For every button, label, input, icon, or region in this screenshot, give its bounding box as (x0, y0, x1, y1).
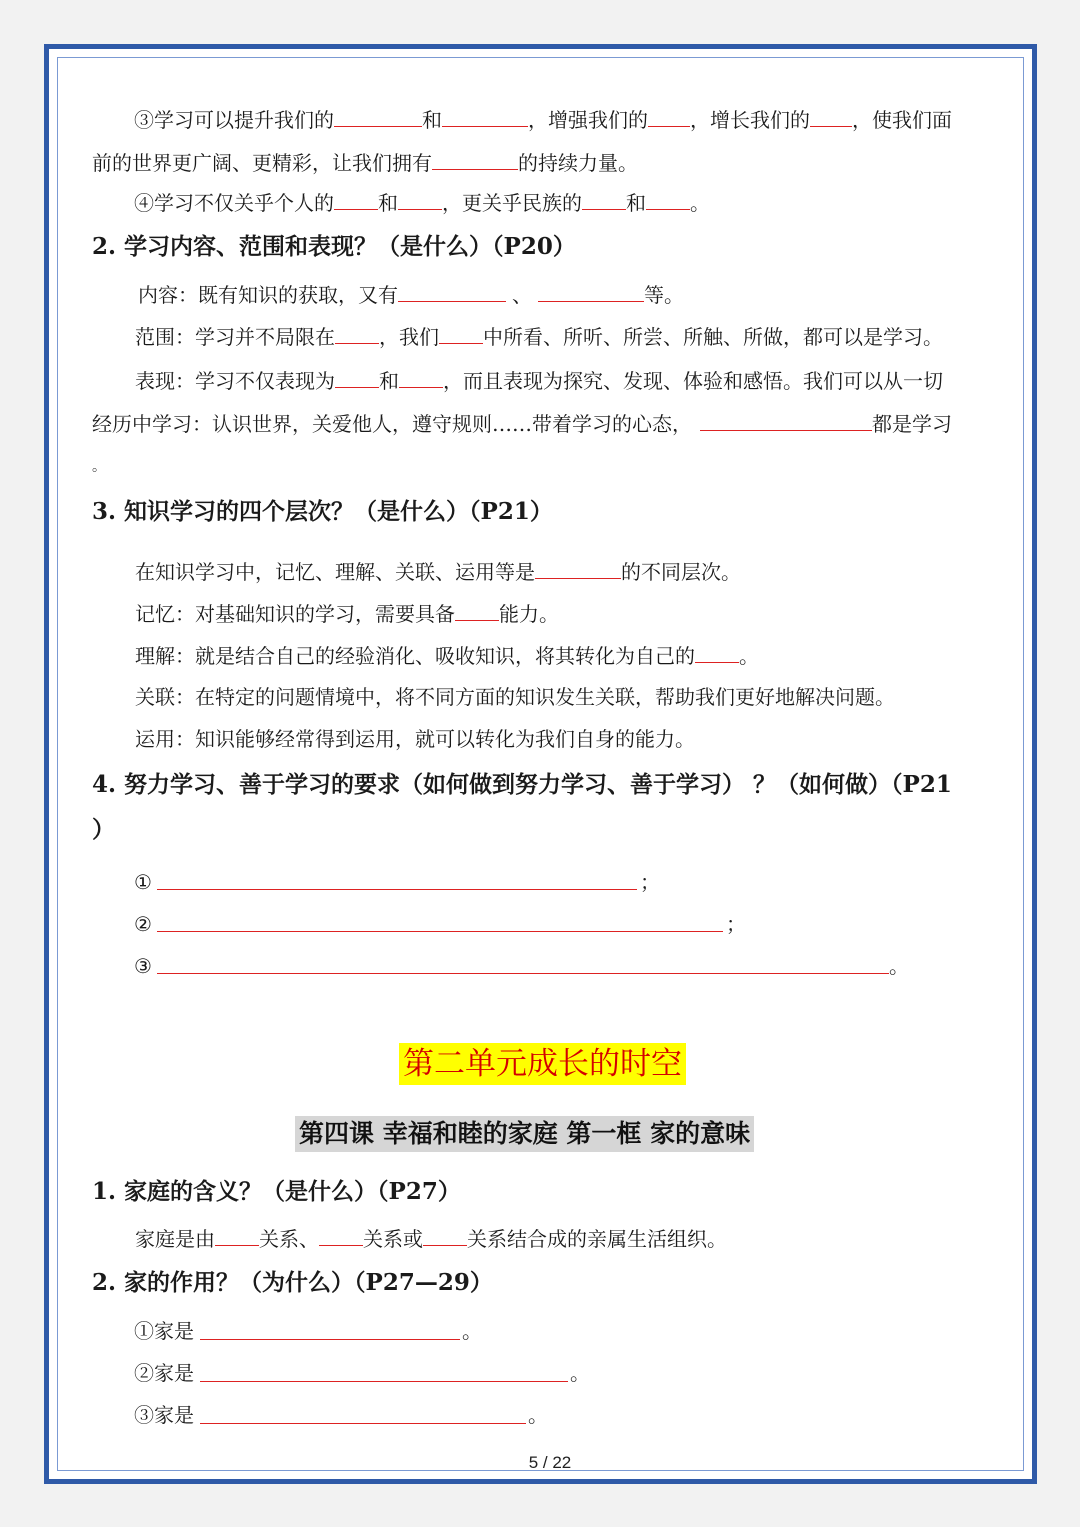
blank-line (455, 600, 499, 621)
text: 在知识学习中，记忆、理解、关联、运用等是 (135, 560, 535, 584)
role-line-2 (200, 1381, 568, 1382)
answer-end-2: ； (726, 912, 746, 936)
text: 记忆：对基础知识的学习，需要具备 (135, 602, 455, 626)
expression-line (135, 367, 943, 394)
text: 等。 (644, 283, 684, 307)
answer-line-2 (157, 931, 723, 932)
association-line: 关联：在特定的问题情境中，将不同方面的知识发生关联，帮助我们更好地解决问题。 (135, 685, 895, 709)
blank-line (335, 323, 379, 344)
blank-line (335, 367, 379, 388)
page-number: 5 / 22 (528, 1453, 572, 1472)
section-heading-family-role: 2. 家的作用？（为什么）（P27—29） (92, 1269, 493, 1296)
role-label-1: ①家是 (134, 1319, 194, 1343)
levels-line (135, 558, 741, 585)
blank-line (399, 367, 443, 388)
text: 关系结合成的亲属生活组织。 (467, 1227, 727, 1251)
text: 经历中学习：认识世界，关爱他人，遵守规则……带着学习的心态， (92, 412, 692, 436)
role-label-3: ③家是 (134, 1403, 194, 1427)
blank-line (646, 189, 690, 210)
text: 的不同层次。 (621, 560, 741, 584)
section-heading-4-cont: ） (92, 816, 115, 843)
answer-end-3: 。 (889, 954, 909, 978)
blank-line (423, 1225, 467, 1246)
expression-line-cont (92, 410, 952, 437)
text: 和 (378, 191, 398, 215)
answer-num-2: ② (134, 912, 152, 936)
period-mark: 。 (92, 459, 106, 475)
blank-line (538, 281, 644, 302)
text: 和 (626, 191, 646, 215)
role-line-3 (200, 1423, 526, 1424)
text: 关系、 (259, 1227, 319, 1251)
text: 家庭是由 (135, 1227, 215, 1251)
blank-line (582, 189, 626, 210)
answer-line-1 (157, 889, 637, 890)
blank-line (442, 106, 528, 127)
text: ，使我们面 (852, 108, 952, 132)
blank-line (535, 558, 621, 579)
text: 和 (422, 108, 442, 132)
blank-line (215, 1225, 259, 1246)
role-end-1: 。 (462, 1319, 482, 1343)
text: ，增长我们的 (690, 108, 810, 132)
content-line (138, 281, 684, 308)
role-end-2: 。 (570, 1361, 590, 1385)
blank-line (439, 323, 483, 344)
text: ，更关乎民族的 (442, 191, 582, 215)
text: ，而且表现为探究、发现、体验和感悟。我们可以从一切 (443, 369, 943, 393)
text: 中所看、所听、所尝、所触、所做，都可以是学习。 (483, 325, 943, 349)
answer-num-1: ① (134, 870, 152, 894)
answer-num-3: ③ (134, 954, 152, 978)
text: 。 (739, 644, 759, 668)
section-heading-4: 4. 努力学习、善于学习的要求（如何做到努力学习、善于学习） ？（如何做）（P21 (92, 771, 952, 798)
blank-line (810, 106, 852, 127)
section-heading-family-meaning: 1. 家庭的含义？（是什么）（P27） (92, 1178, 461, 1205)
text: 表现：学习不仅表现为 (135, 369, 335, 393)
text: 关系或 (363, 1227, 423, 1251)
text: ③学习可以提升我们的 (134, 108, 334, 132)
text: 、 (512, 283, 532, 307)
role-end-3: 。 (528, 1403, 548, 1427)
section-heading-3: 3. 知识学习的四个层次？（是什么）（P21） (92, 498, 553, 525)
blank-line (319, 1225, 363, 1246)
blank-line (695, 642, 739, 663)
text: 的持续力量。 (518, 151, 638, 175)
blank-line (398, 281, 506, 302)
application-line: 运用：知识能够经常得到运用，就可以转化为我们自身的能力。 (135, 727, 695, 751)
blank-line (334, 106, 422, 127)
answer-line-3 (157, 973, 889, 974)
section-heading-2: 2. 学习内容、范围和表现？（是什么）（P20） (92, 233, 576, 260)
text: ，增强我们的 (528, 108, 648, 132)
role-label-2: ②家是 (134, 1361, 194, 1385)
text: 理解：就是结合自己的经验消化、吸收知识，将其转化为自己的 (135, 644, 695, 668)
paragraph-4 (134, 189, 710, 216)
family-definition-line (135, 1225, 727, 1252)
blank-line (432, 149, 518, 170)
blank-line (648, 106, 690, 127)
scope-line (135, 323, 943, 350)
text: 和 (379, 369, 399, 393)
text: 前的世界更广阔、更精彩，让我们拥有 (92, 151, 432, 175)
understanding-line (135, 642, 759, 669)
unit-title: 第二单元成长的时空 (399, 1043, 686, 1085)
text: 内容：既有知识的获取，又有 (138, 283, 398, 307)
lesson-title: 第四课 幸福和睦的家庭 第一框 家的意味 (295, 1116, 754, 1152)
text: 都是学习 (872, 412, 952, 436)
role-line-1 (200, 1339, 460, 1340)
text: ，我们 (379, 325, 439, 349)
page-inner-border (57, 57, 1024, 1471)
memory-line (135, 600, 559, 627)
blank-line (398, 189, 442, 210)
paragraph-3 (134, 106, 952, 133)
text: ④学习不仅关乎个人的 (134, 191, 334, 215)
text: 范围：学习并不局限在 (135, 325, 335, 349)
answer-end-1: ； (640, 870, 660, 894)
blank-line (700, 410, 872, 431)
paragraph-3-cont (92, 149, 638, 176)
blank-line (334, 189, 378, 210)
text: 能力。 (499, 602, 559, 626)
text: 。 (690, 191, 710, 215)
